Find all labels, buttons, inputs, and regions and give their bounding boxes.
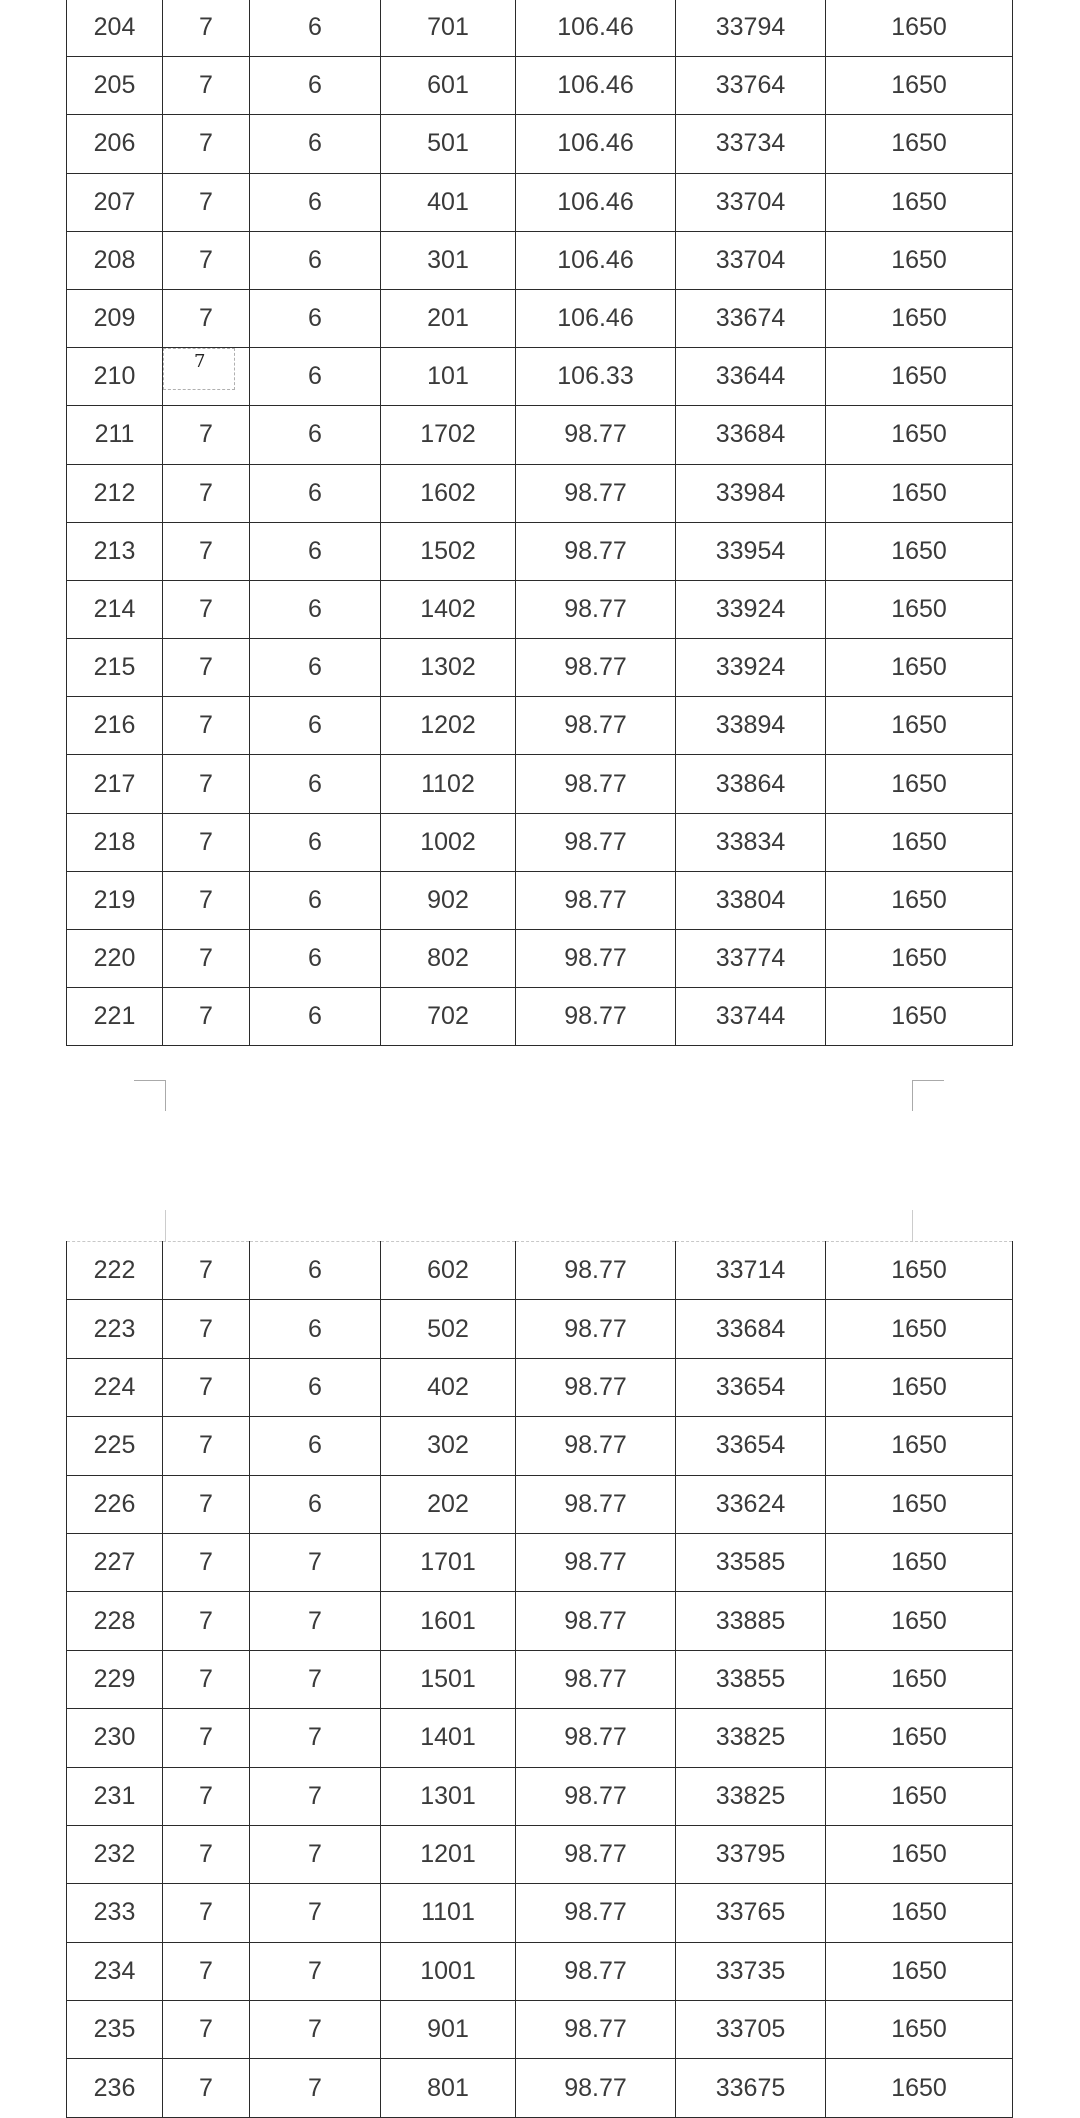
table-cell[interactable]: 1650 [826,813,1013,871]
table-cell[interactable]: 33825 [676,1767,826,1825]
table-cell[interactable]: 33735 [676,1942,826,2000]
table-cell[interactable]: 33674 [676,289,826,347]
table-cell[interactable]: 7 [163,930,250,988]
table-cell[interactable]: 235 [67,2001,163,2059]
cell-edit-box[interactable]: 7 [163,348,235,390]
table-cell[interactable]: 6 [250,57,381,115]
table-row [67,115,1013,173]
table-cell[interactable]: 1650 [826,1825,1013,1883]
table-cell[interactable]: 33675 [676,2059,826,2117]
table-cell[interactable]: 1650 [826,2059,1013,2117]
table-cell[interactable]: 98.77 [516,1825,676,1883]
table-cell[interactable]: 220 [67,930,163,988]
table-cell[interactable]: 1650 [826,988,1013,1046]
table-cell[interactable]: 208 [67,231,163,289]
table-cell[interactable]: 98.77 [516,1533,676,1591]
table-cell[interactable]: 1301 [381,1767,516,1825]
table-cell[interactable]: 1650 [826,173,1013,231]
table-cell[interactable]: 7 [163,115,250,173]
table-cell[interactable]: 1650 [826,1242,1013,1300]
table-cell[interactable]: 6 [250,1300,381,1358]
table-cell[interactable]: 213 [67,522,163,580]
page-corner-mark-top-right-vertical [912,1080,913,1111]
table-cell[interactable]: 1650 [826,1884,1013,1942]
table-cell[interactable]: 33684 [676,406,826,464]
table-row [67,580,1013,638]
table-cell[interactable]: 224 [67,1358,163,1416]
table-cell[interactable]: 6 [250,1242,381,1300]
table-cell[interactable]: 6 [250,697,381,755]
table-cell[interactable]: 6 [250,0,381,57]
table-cell[interactable]: 33864 [676,755,826,813]
table-cell[interactable]: 221 [67,988,163,1046]
table-cell[interactable]: 33774 [676,930,826,988]
table-cell[interactable]: 33624 [676,1475,826,1533]
table-cell[interactable]: 228 [67,1592,163,1650]
table-cell[interactable]: 33924 [676,580,826,638]
table-row [67,2001,1013,2059]
table-cell[interactable]: 1650 [826,1592,1013,1650]
table-cell[interactable]: 1502 [381,522,516,580]
table-row [67,1942,1013,2000]
table-cell[interactable]: 1001 [381,1942,516,2000]
table-cell[interactable]: 33834 [676,813,826,871]
table-cell[interactable]: 402 [381,1358,516,1416]
table-cell[interactable]: 33684 [676,1300,826,1358]
table-cell[interactable]: 205 [67,57,163,115]
table-row [67,348,1013,406]
table-cell[interactable]: 33894 [676,697,826,755]
table-cell[interactable]: 7 [250,1592,381,1650]
table-cell[interactable]: 1650 [826,1417,1013,1475]
table-row [67,173,1013,231]
table-cell[interactable]: 98.77 [516,1300,676,1358]
table-cell[interactable]: 106.33 [516,348,676,406]
table-cell[interactable]: 98.77 [516,1242,676,1300]
table-cell[interactable]: 7 [163,1825,250,1883]
table-cell[interactable]: 1650 [826,115,1013,173]
table-row [67,930,1013,988]
table-cell[interactable]: 7 [163,406,250,464]
table-cell[interactable]: 33654 [676,1417,826,1475]
table-cell[interactable]: 7 [163,697,250,755]
table-cell[interactable]: 210 [67,348,163,406]
table-cell[interactable]: 7 [163,173,250,231]
table-cell[interactable]: 1401 [381,1709,516,1767]
table-cell[interactable]: 7 [163,1592,250,1650]
table-cell[interactable]: 33744 [676,988,826,1046]
table-row [67,988,1013,1046]
table-cell[interactable]: 106.46 [516,115,676,173]
table-cell[interactable]: 1602 [381,464,516,522]
table-cell[interactable]: 7 [163,639,250,697]
table-cell[interactable]: 701 [381,0,516,57]
table-cell[interactable]: 6 [250,348,381,406]
table-cell[interactable]: 1650 [826,755,1013,813]
table-cell[interactable] [163,348,250,406]
table-cell[interactable]: 1302 [381,639,516,697]
table-cell[interactable]: 231 [67,1767,163,1825]
table-row [67,1709,1013,1767]
table-cell[interactable]: 601 [381,57,516,115]
table-cell[interactable]: 212 [67,464,163,522]
table-cell[interactable]: 1202 [381,697,516,755]
table-row [67,1592,1013,1650]
table-cell[interactable]: 1501 [381,1650,516,1708]
table-cell[interactable]: 1650 [826,2001,1013,2059]
table-cell[interactable]: 222 [67,1242,163,1300]
table-cell[interactable]: 6 [250,115,381,173]
table-row [67,2059,1013,2117]
table-cell[interactable]: 7 [163,289,250,347]
table-cell[interactable]: 33654 [676,1358,826,1416]
table-cell[interactable]: 106.46 [516,0,676,57]
table-row [67,1650,1013,1708]
table-cell[interactable]: 33585 [676,1533,826,1591]
table-cell[interactable]: 33764 [676,57,826,115]
table-cell[interactable]: 7 [250,2001,381,2059]
table-cell[interactable]: 7 [250,1942,381,2000]
table-cell[interactable]: 1101 [381,1884,516,1942]
table-cell[interactable]: 6 [250,639,381,697]
table-cell[interactable]: 33855 [676,1650,826,1708]
table-cell[interactable]: 1650 [826,464,1013,522]
units-table-body [67,1242,1013,2118]
table-cell[interactable]: 230 [67,1709,163,1767]
page-corner-mark-top-left-vertical [165,1080,166,1111]
table-row [67,813,1013,871]
table-cell[interactable]: 98.77 [516,1767,676,1825]
table-cell[interactable]: 1650 [826,1358,1013,1416]
table-cell[interactable]: 219 [67,871,163,929]
table-row [67,464,1013,522]
table-cell[interactable]: 225 [67,1417,163,1475]
table-cell[interactable]: 7 [163,231,250,289]
table-cell[interactable]: 33704 [676,231,826,289]
table-cell[interactable]: 98.77 [516,1475,676,1533]
table-cell[interactable]: 101 [381,348,516,406]
table-cell[interactable]: 226 [67,1475,163,1533]
table-cell[interactable]: 98.77 [516,930,676,988]
table-cell[interactable]: 7 [250,1709,381,1767]
table-cell[interactable]: 7 [163,1417,250,1475]
table-cell[interactable]: 901 [381,2001,516,2059]
units-table-page-bottom [66,1241,1013,2118]
table-cell[interactable]: 7 [163,0,250,57]
page-corner-mark-bottom-right [912,1210,913,1241]
table-cell[interactable]: 7 [163,1300,250,1358]
table-cell[interactable]: 33714 [676,1242,826,1300]
table-cell[interactable]: 1650 [826,1533,1013,1591]
table-row [67,1300,1013,1358]
table-cell[interactable]: 1650 [826,289,1013,347]
table-cell[interactable]: 7 [163,1767,250,1825]
table-cell[interactable]: 1650 [826,639,1013,697]
table-cell[interactable]: 98.77 [516,1417,676,1475]
table-cell[interactable]: 1102 [381,755,516,813]
table-cell[interactable]: 98.77 [516,697,676,755]
table-cell[interactable]: 6 [250,406,381,464]
table-cell[interactable]: 702 [381,988,516,1046]
table-row [67,697,1013,755]
table-cell[interactable]: 232 [67,1825,163,1883]
table-row [67,639,1013,697]
table-cell[interactable]: 1650 [826,522,1013,580]
table-cell[interactable]: 106.46 [516,173,676,231]
table-cell[interactable]: 33705 [676,2001,826,2059]
table-cell[interactable]: 7 [250,1533,381,1591]
table-cell[interactable]: 98.77 [516,2001,676,2059]
table-row [67,522,1013,580]
table-cell[interactable]: 215 [67,639,163,697]
table-row [67,57,1013,115]
table-cell[interactable]: 98.77 [516,522,676,580]
table-cell[interactable]: 1650 [826,1942,1013,2000]
table-cell[interactable]: 33734 [676,115,826,173]
table-cell[interactable]: 98.77 [516,1650,676,1708]
table-cell[interactable]: 98.77 [516,755,676,813]
table-cell[interactable]: 33954 [676,522,826,580]
table-cell[interactable]: 229 [67,1650,163,1708]
table-cell[interactable]: 7 [163,1533,250,1591]
table-cell[interactable]: 98.77 [516,464,676,522]
table-row [67,1825,1013,1883]
table-cell[interactable]: 98.77 [516,813,676,871]
table-row [67,231,1013,289]
table-row [67,1242,1013,1300]
table-cell[interactable]: 227 [67,1533,163,1591]
table-cell[interactable]: 302 [381,1417,516,1475]
table-cell[interactable]: 201 [381,289,516,347]
table-cell[interactable]: 98.77 [516,871,676,929]
table-cell[interactable]: 211 [67,406,163,464]
table-cell[interactable]: 7 [250,2059,381,2117]
table-cell[interactable]: 1650 [826,1650,1013,1708]
table-cell[interactable]: 7 [163,988,250,1046]
table-cell[interactable]: 1650 [826,697,1013,755]
table-cell[interactable]: 7 [163,2059,250,2117]
table-row [67,1884,1013,1942]
table-cell[interactable]: 234 [67,1942,163,2000]
table-cell[interactable]: 33825 [676,1709,826,1767]
table-row [67,1358,1013,1416]
table-cell[interactable]: 7 [163,1650,250,1708]
table-cell[interactable]: 7 [163,2001,250,2059]
table-cell[interactable]: 236 [67,2059,163,2117]
table-cell[interactable]: 33765 [676,1884,826,1942]
table-cell[interactable]: 1650 [826,871,1013,929]
table-cell[interactable]: 98.77 [516,1942,676,2000]
table-cell[interactable]: 1650 [826,0,1013,57]
table-cell[interactable]: 33795 [676,1825,826,1883]
table-cell[interactable]: 7 [163,580,250,638]
table-cell[interactable]: 7 [163,755,250,813]
table-cell[interactable]: 7 [250,1825,381,1883]
table-cell[interactable]: 106.46 [516,57,676,115]
table-cell[interactable]: 7 [250,1767,381,1825]
table-cell[interactable]: 98.77 [516,1592,676,1650]
table-row [67,0,1013,57]
table-cell[interactable]: 106.46 [516,289,676,347]
table-cell[interactable]: 1650 [826,580,1013,638]
table-cell[interactable]: 1402 [381,580,516,638]
table-cell[interactable]: 1701 [381,1533,516,1591]
table-row [67,1417,1013,1475]
table-cell[interactable]: 1650 [826,57,1013,115]
table-cell[interactable]: 106.46 [516,231,676,289]
table-cell[interactable]: 7 [250,1650,381,1708]
table-cell[interactable]: 6 [250,930,381,988]
table-row [67,755,1013,813]
table-cell[interactable]: 214 [67,580,163,638]
units-table-body [67,0,1013,1046]
table-cell[interactable]: 602 [381,1242,516,1300]
table-cell[interactable]: 1702 [381,406,516,464]
table-cell[interactable]: 233 [67,1884,163,1942]
table-cell[interactable]: 6 [250,1358,381,1416]
table-cell[interactable]: 98.77 [516,2059,676,2117]
table-cell[interactable]: 7 [250,1884,381,1942]
table-cell[interactable]: 6 [250,173,381,231]
table-cell[interactable]: 401 [381,173,516,231]
table-cell[interactable]: 7 [163,464,250,522]
table-cell[interactable]: 502 [381,1300,516,1358]
table-cell[interactable]: 33704 [676,173,826,231]
table-cell[interactable]: 7 [163,1358,250,1416]
table-cell[interactable]: 7 [163,1942,250,2000]
table-cell[interactable]: 98.77 [516,1884,676,1942]
table-cell[interactable]: 1650 [826,1300,1013,1358]
table-cell[interactable]: 6 [250,1417,381,1475]
table-cell[interactable]: 33924 [676,639,826,697]
table-cell[interactable]: 6 [250,522,381,580]
table-row [67,1767,1013,1825]
table-cell[interactable]: 7 [163,522,250,580]
table-cell[interactable]: 1650 [826,348,1013,406]
table-cell[interactable]: 33804 [676,871,826,929]
table-cell[interactable]: 98.77 [516,988,676,1046]
table-cell[interactable]: 1650 [826,930,1013,988]
page-corner-mark-bottom-left [165,1210,166,1241]
table-cell[interactable]: 7 [163,57,250,115]
table-cell[interactable]: 1650 [826,1767,1013,1825]
table-cell[interactable]: 6 [250,755,381,813]
table-cell[interactable]: 98.77 [516,580,676,638]
page-corner-mark-top-left [134,1080,166,1081]
table-cell[interactable]: 802 [381,930,516,988]
table-cell[interactable]: 501 [381,115,516,173]
table-row [67,871,1013,929]
table-row [67,1533,1013,1591]
table-cell[interactable]: 33644 [676,348,826,406]
table-cell[interactable]: 6 [250,1475,381,1533]
units-table-page-top [66,0,1013,1046]
table-cell[interactable]: 1650 [826,1475,1013,1533]
table-cell[interactable]: 216 [67,697,163,755]
table-cell[interactable]: 1650 [826,231,1013,289]
table-row [67,289,1013,347]
table-cell[interactable]: 6 [250,871,381,929]
table-cell[interactable]: 209 [67,289,163,347]
table-cell[interactable]: 7 [163,1475,250,1533]
table-cell[interactable]: 223 [67,1300,163,1358]
table-cell[interactable]: 1650 [826,1709,1013,1767]
table-cell[interactable]: 902 [381,871,516,929]
table-cell[interactable]: 6 [250,988,381,1046]
table-cell[interactable]: 207 [67,173,163,231]
table-cell[interactable]: 1650 [826,406,1013,464]
table-cell[interactable]: 7 [163,1242,250,1300]
table-cell[interactable]: 6 [250,813,381,871]
table-cell[interactable]: 217 [67,755,163,813]
table-cell[interactable]: 6 [250,231,381,289]
table-cell[interactable]: 218 [67,813,163,871]
table-cell[interactable]: 6 [250,580,381,638]
table-cell[interactable]: 202 [381,1475,516,1533]
table-cell[interactable]: 1601 [381,1592,516,1650]
table-cell[interactable]: 206 [67,115,163,173]
table-cell[interactable]: 301 [381,231,516,289]
table-cell[interactable]: 1002 [381,813,516,871]
table-cell[interactable]: 204 [67,0,163,57]
table-cell[interactable]: 1201 [381,1825,516,1883]
table-cell[interactable]: 7 [163,1709,250,1767]
table-cell[interactable]: 6 [250,289,381,347]
table-cell[interactable]: 7 [163,813,250,871]
table-row [67,1475,1013,1533]
table-cell[interactable]: 33885 [676,1592,826,1650]
table-cell[interactable]: 98.77 [516,639,676,697]
table-cell[interactable]: 33794 [676,0,826,57]
page-corner-mark-top-right [912,1080,944,1081]
table-row [67,406,1013,464]
table-cell[interactable]: 7 [163,871,250,929]
table-cell[interactable]: 801 [381,2059,516,2117]
table-cell[interactable]: 98.77 [516,406,676,464]
table-cell[interactable]: 7 [163,1884,250,1942]
table-cell[interactable]: 98.77 [516,1358,676,1416]
table-cell[interactable]: 33984 [676,464,826,522]
table-cell[interactable]: 6 [250,464,381,522]
table-cell[interactable]: 98.77 [516,1709,676,1767]
